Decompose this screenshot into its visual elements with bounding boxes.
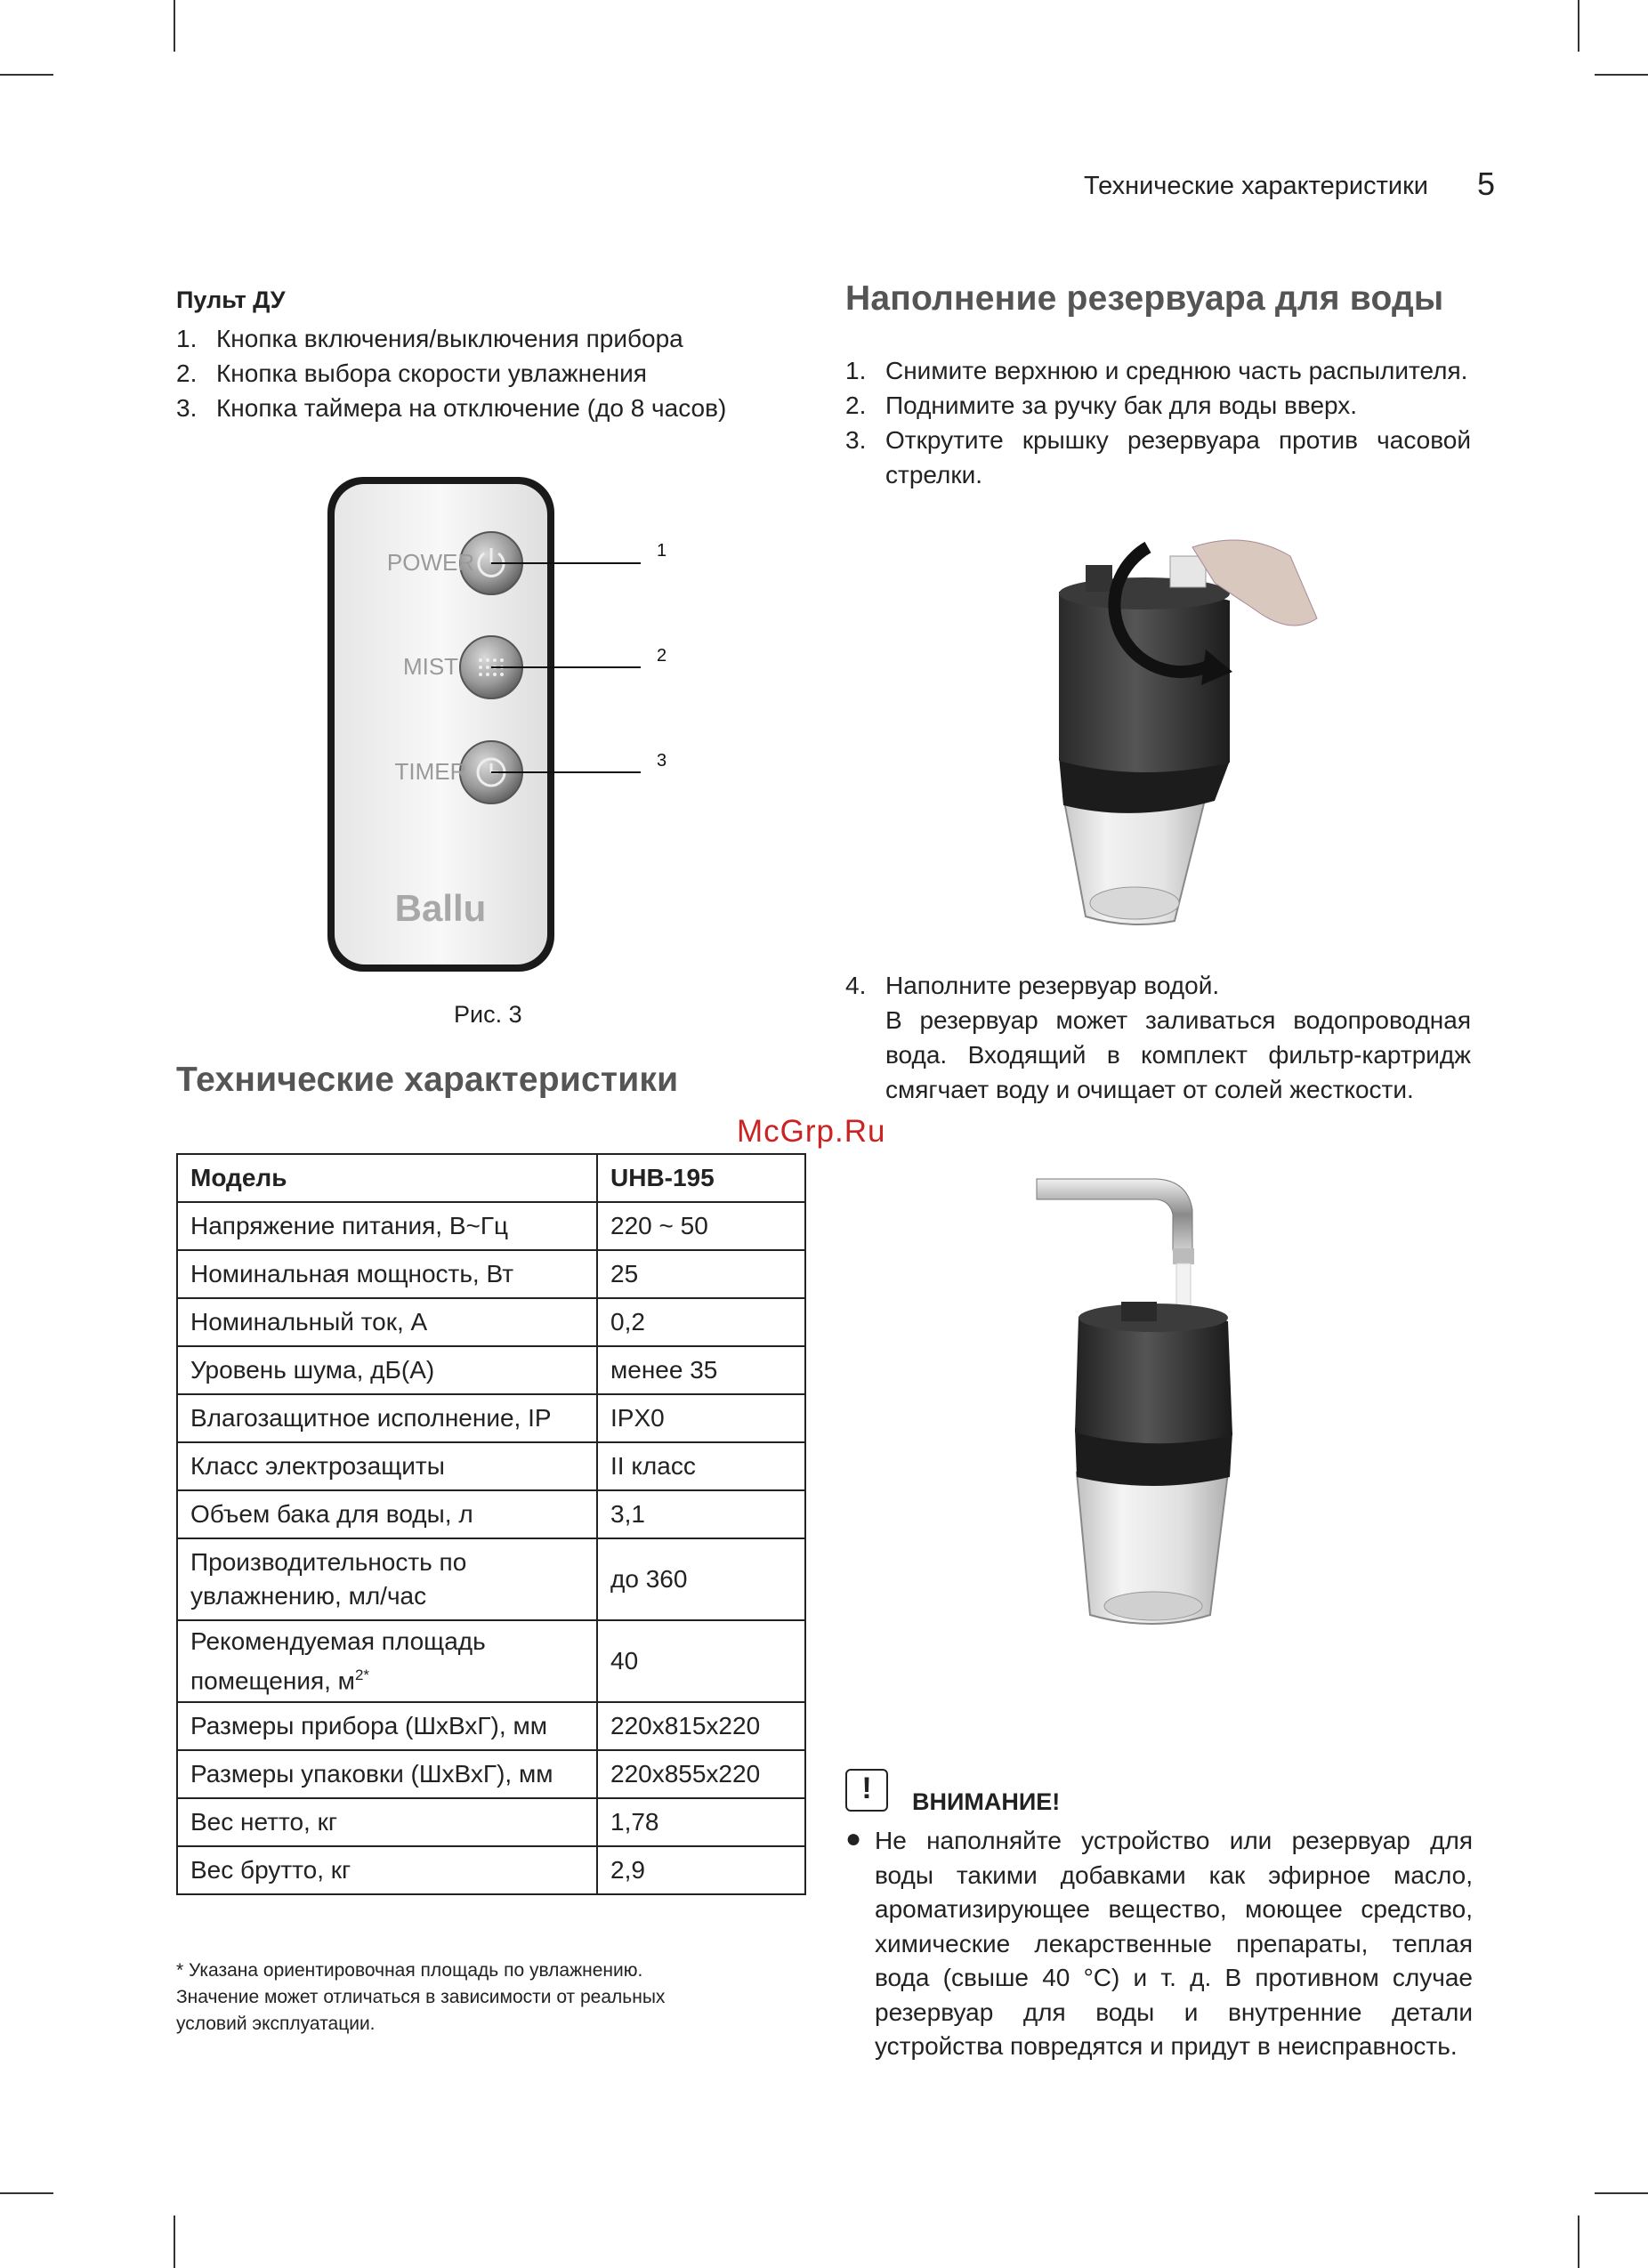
figure-caption: Рис. 3 [454,1001,522,1028]
list-item: 1. Снимите верхнюю и среднюю часть распылителя. [845,357,1468,384]
watermark: McGrp.Ru [737,1114,886,1149]
table-row: Вес брутто, кг 2,9 [177,1846,805,1894]
tank-filling-photo [1032,1170,1299,1651]
table-row: Производительность по увлажнению, мл/час до 360 [177,1538,805,1620]
mist-label: MIST [402,653,459,680]
specs-table [176,1153,806,1895]
crop-mark [1578,0,1579,52]
table-row: Напряжение питания, В~Гц 220 ~ 50 [177,1202,805,1250]
list-item: 1. Кнопка включения/выключения прибора [176,325,683,352]
filling-steps [845,353,1471,492]
crop-mark [1595,2192,1648,2194]
brand-logo: Ballu [394,887,487,929]
remote-heading: Пульт ДУ [176,287,286,313]
warning-body: ● Не наполняйте устройство или резервуар для воды такими добавками как эфирное масло, ароматизирующее вещество, моющее средство, химические лекарственные препараты, теплая вода (свыше 40 °C) и т. д. В противном случае резервуар для воды и внутренние детали устройства повредятся и придут в неисправность. [845,1824,1473,2060]
table-header-row: Модель UHB-195 [177,1154,805,1202]
crop-mark [174,0,175,52]
table-row: Уровень шума, дБ(А) менее 35 [177,1346,805,1394]
callout-number: 3 [657,751,667,771]
step-4 [845,968,1471,1107]
list-item: 4. Наполните резервуар водой. [845,972,1220,999]
remote-section [176,287,799,425]
list-item: 2. Поднимите за ручку бак для воды вверх. [845,391,1358,419]
table-row: Размеры прибора (ШхВхГ), мм 220x815x220 [177,1702,805,1750]
tank-unscrew-photo [1023,529,1326,930]
table-row: Размеры упаковки (ШхВхГ), мм 220x855x220 [177,1750,805,1798]
list-item: 3. Открутите крышку резервуара против часовой стрелки. [845,426,1471,488]
table-row: Вес нетто, кг 1,78 [177,1798,805,1846]
list-item: 2. Кнопка выбора скорости увлажнения [176,359,647,387]
warning-title: ВНИМАНИЕ! [912,1788,1061,1815]
callout-number: 2 [657,646,667,666]
table-row: Класс электрозащиты II класс [177,1442,805,1490]
page-number: 5 [1477,165,1496,202]
power-label: POWER [386,549,475,576]
warning-icon: ! [845,1769,888,1812]
table-row: Рекомендуемая площадь помещения, $м^{2*}$ 40 [177,1620,805,1702]
crop-mark [1595,74,1648,76]
specs-heading: Технические характеристики [176,1061,679,1099]
running-header-title: Технические характеристики [1084,172,1428,200]
footnote: * Указана ориентировочная площадь по увлажнению. Значение может отличаться в зависимости от реальных условий эксплуатации. [176,1960,666,2034]
bullet-icon: ● [845,1824,862,1853]
table-row: Объем бака для воды, л 3,1 [177,1490,805,1538]
remote-control-figure [320,472,694,979]
list-item: 3. Кнопка таймера на отключение (до 8 часов) [176,394,727,422]
filling-heading: Наполнение резервуара для воды [845,279,1444,318]
timer-label: TIMER [394,758,467,785]
callout-number: 1 [657,541,667,561]
crop-mark [0,2192,53,2194]
table-row: Номинальный ток, А 0,2 [177,1298,805,1346]
crop-mark [0,74,53,76]
crop-mark [174,2216,175,2268]
table-row: Влагозащитное исполнение, IP IPX0 [177,1394,805,1442]
step-4-detail: В резервуар может заливаться водопроводная вода. Входящий в комплект фильтр-картридж смягчает воду и очищает от солей жесткости. [885,1006,1471,1103]
table-row: Номинальная мощность, Вт 25 [177,1250,805,1298]
crop-mark [1578,2216,1579,2268]
remote-list [176,321,799,425]
